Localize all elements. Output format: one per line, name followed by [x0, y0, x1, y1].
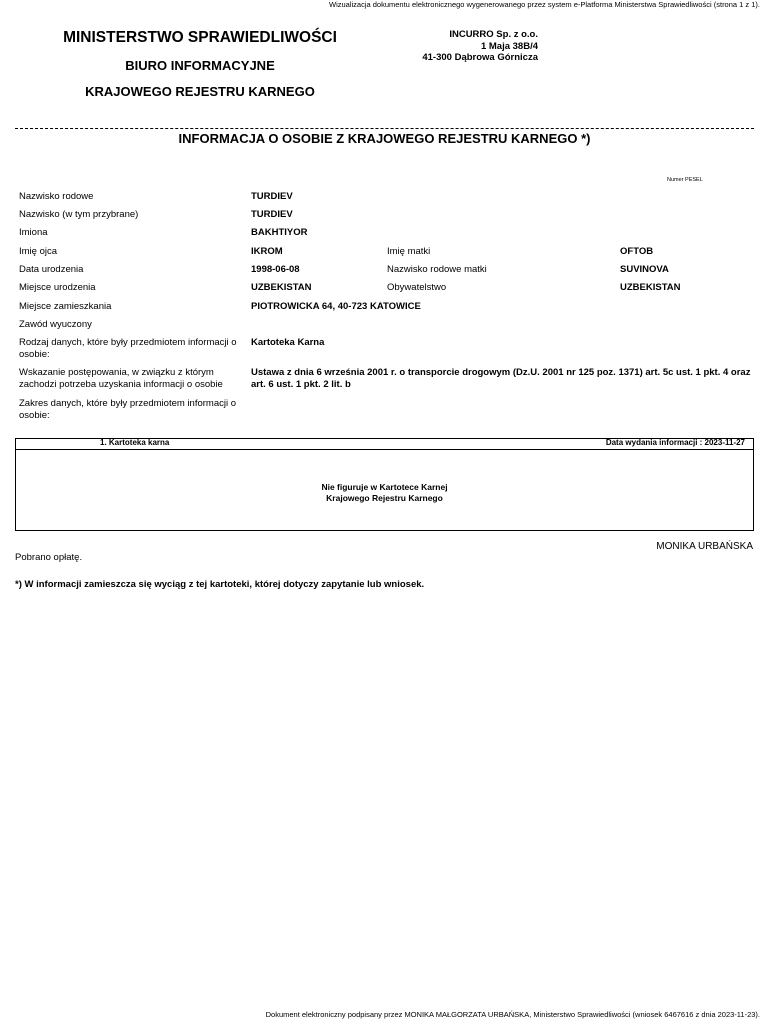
recipient-company: INCURRO Sp. z o.o. [449, 29, 538, 40]
birth-date-value: 1998-06-08 [251, 264, 300, 275]
separator-line [15, 128, 754, 129]
signer-name: MONIKA URBAŃSKA [656, 541, 753, 552]
page-visualization-note: Wizualizacja dokumentu elektronicznego wygenerowanego przez system e-Platforma Ministerstwa Sprawiedliwości (strona 1 z 1). [328, 0, 760, 9]
mother-name-value: OFTOB [620, 246, 654, 257]
criminal-record-section [15, 438, 754, 531]
footnote: *) W informacji zamieszcza się wyciąg z tej kartoteki, której dotyczy zapytanie lub wniosek. [15, 579, 425, 590]
document-title: INFORMACJA O OSOBIE Z KRAJOWEGO REJESTRU KARNEGO *) [178, 131, 591, 146]
record-result [16, 482, 753, 504]
office-name: BIURO INFORMACYJNE [125, 58, 275, 73]
data-type-value: Kartoteka Karna [251, 337, 325, 348]
record-result-line2: Krajowego Rejestru Karnego [326, 493, 443, 503]
surname-at-birth-value: TURDIEV [251, 191, 293, 202]
data-type-label: Rodzaj danych, które były przedmiotem informacji o osobie: [19, 337, 237, 360]
mother-name-label: Imię matki [387, 246, 431, 257]
registry-name: KRAJOWEGO REJESTRU KARNEGO [85, 84, 315, 99]
father-name-value: IKROM [251, 246, 283, 257]
first-names-label: Imiona [19, 227, 48, 238]
father-name-label: Imię ojca [19, 246, 58, 257]
surname-at-birth-label: Nazwisko rodowe [19, 191, 94, 202]
first-names-value: BAKHTIYOR [251, 227, 308, 238]
pesel-label: Numer PESEL [667, 177, 703, 183]
surname-label: Nazwisko (w tym przybrane) [19, 209, 139, 220]
recipient-street: 1 Maja 38B/4 [480, 40, 538, 52]
citizenship-value: UZBEKISTAN [620, 282, 681, 293]
recipient-city: 41-300 Dąbrowa Górnicza [422, 52, 538, 63]
occupation-label: Zawód wyuczony [19, 319, 92, 330]
signature-note: Dokument elektroniczny podpisany przez MONIKA MAŁGORZATA URBAŃSKA, Ministerstwo Sprawiedliwości (wniosek 6467616 z dnia 2023-11-23). [265, 1010, 760, 1019]
fee-note: Pobrano opłatę. [15, 552, 83, 563]
mother-maiden-name-label: Nazwisko rodowe matki [387, 264, 487, 275]
citizenship-label: Obywatelstwo [387, 282, 447, 293]
ministry-name: MINISTERSTWO SPRAWIEDLIWOŚCI [63, 29, 337, 46]
issue-date: Data wydania informacji : 2023-11-27 [605, 438, 745, 447]
surname-value: TURDIEV [251, 209, 293, 220]
mother-maiden-name-value: SUVINOVA [620, 264, 669, 275]
data-scope-label: Zakres danych, które były przedmiotem informacji o osobie: [19, 398, 236, 421]
section-header [16, 439, 753, 450]
residence-label: Miejsce zamieszkania [19, 301, 112, 312]
birth-date-label: Data urodzenia [19, 264, 84, 275]
record-result-line1: Nie figuruje w Kartotece Karnej [321, 482, 448, 492]
recipient-address [400, 29, 538, 64]
procedure-label: Wskazanie postępowania, w związku z którym zachodzi potrzeba uzyskania informacji o osobie [19, 367, 223, 390]
birth-place-value: UZBEKISTAN [251, 282, 312, 293]
section-title: 1. Kartoteka karna [100, 438, 170, 447]
birth-place-label: Miejsce urodzenia [19, 282, 96, 293]
residence-value: PIOTROWICKA 64, 40-723 KATOWICE [251, 301, 421, 312]
procedure-value: Ustawa z dnia 6 września 2001 r. o transporcie drogowym (Dz.U. 2001 nr 125 poz. 1371) art. 5c ust. 1 pkt. 4 oraz art. 6 ust. 1 pkt. 2 lit. b [251, 367, 751, 390]
